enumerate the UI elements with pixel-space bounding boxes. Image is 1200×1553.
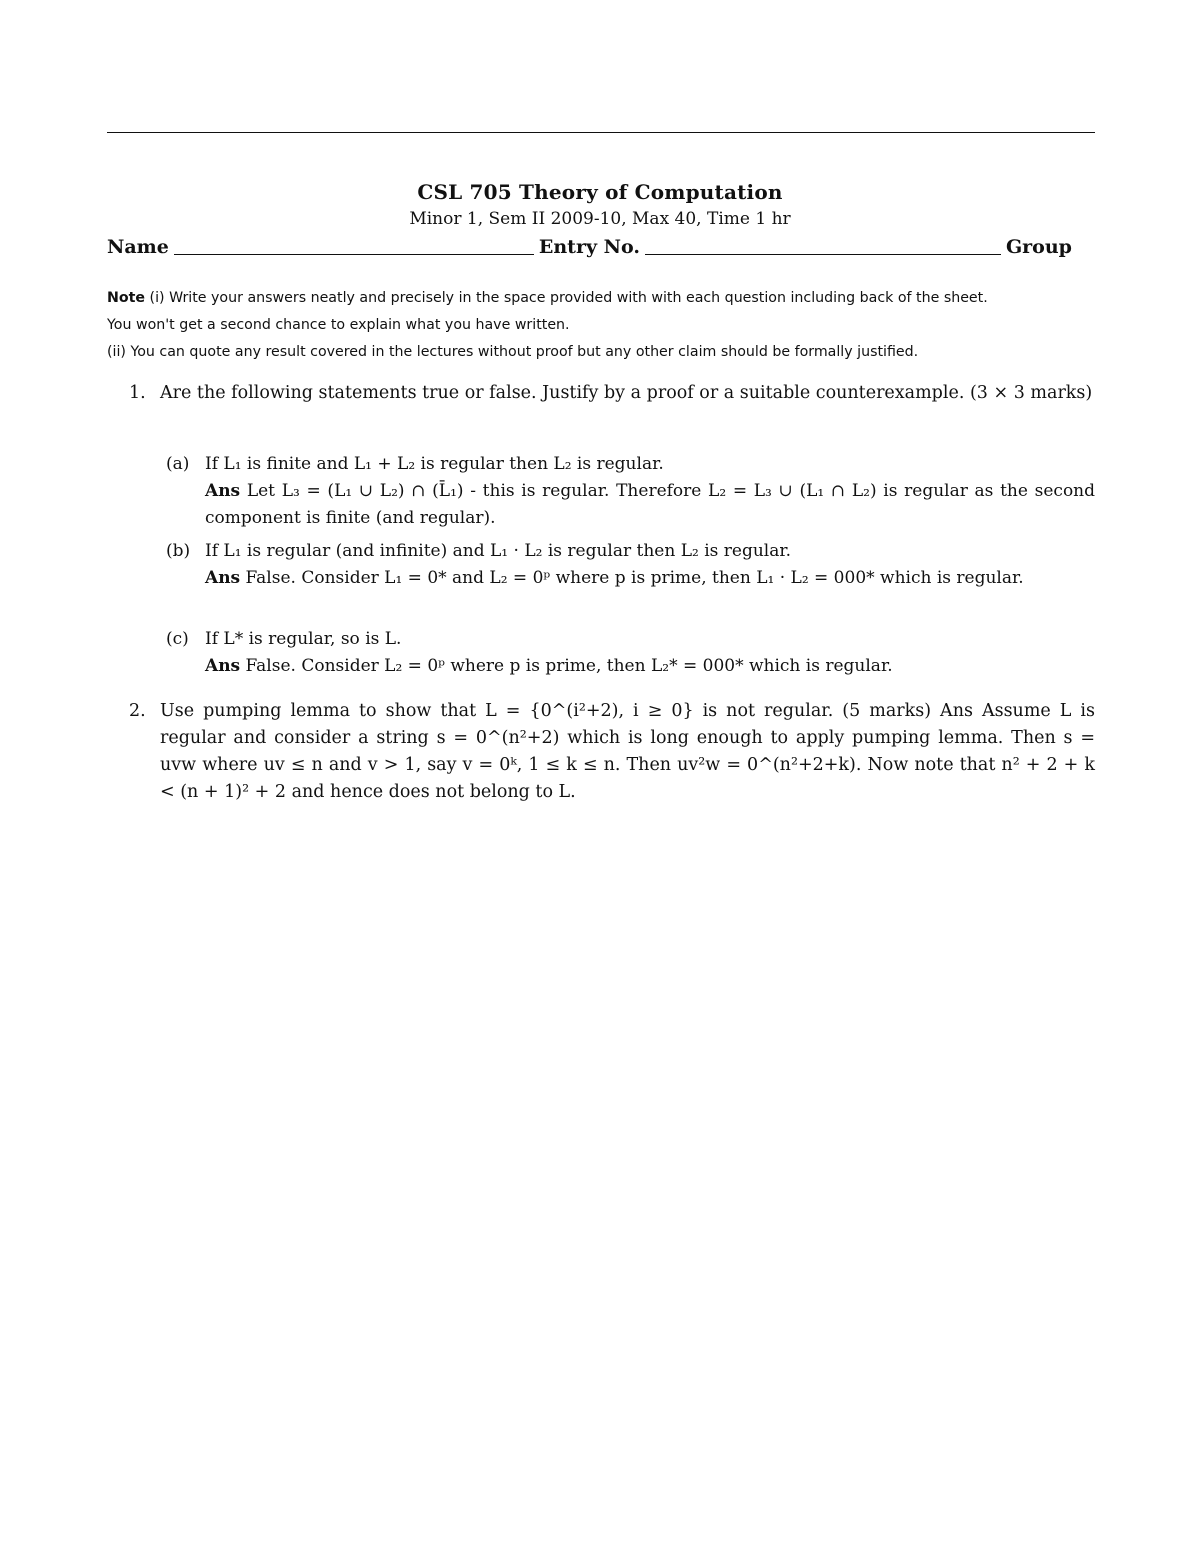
question-2 [107, 698, 1095, 806]
question-text: Are the following statements true or false. Justify by a proof or a suitable counterexample. (3 × 3 marks) [160, 383, 1093, 403]
exam-note [107, 285, 1097, 366]
question-number: 2. [129, 701, 146, 721]
exam-subtitle: Minor 1, Sem II 2009-10, Max 40, Time 1 hr [409, 209, 791, 229]
note-line-3: (ii) You can quote any result covered in the lectures without proof but any other claim should be formally justified. [107, 344, 919, 360]
name-field[interactable] [174, 236, 534, 255]
course-title: CSL 705 Theory of Computation [417, 180, 783, 204]
sub-label: (c) [166, 629, 189, 649]
student-id-line [107, 234, 1095, 258]
answer: Ans False. Consider L₁ = 0* and L₂ = 0ᵖ where p is prime, then L₁ · L₂ = 000* which is regular. [205, 568, 1024, 588]
entry-field[interactable] [645, 236, 1001, 255]
ans-label: Ans [205, 481, 241, 501]
sub-label: (a) [166, 454, 190, 474]
answer: Ans Let L₃ = (L₁ ∪ L₂) ∩ (L̄₁) - this is regular. Therefore L₂ = L₃ ∪ (L₁ ∩ L₂) is regular as the second component is finite (and regular). [205, 481, 1096, 528]
question-number: 1. [129, 383, 146, 403]
statement: If L₁ is regular (and infinite) and L₁ · L₂ is regular then L₂ is regular. [205, 541, 792, 561]
top-rule [107, 132, 1095, 133]
ans-label: Ans [205, 568, 241, 588]
entry-label: Entry No. [538, 236, 640, 258]
question-1 [107, 380, 1095, 407]
name-label: Name [107, 236, 169, 258]
note-label: Note [107, 290, 146, 306]
note-line-1: Note (i) Write your answers neatly and precisely in the space provided with with each question including back of the sheet. [107, 290, 988, 306]
note-line-2: You won't get a second chance to explain what you have written. [107, 317, 570, 333]
ans-label: Ans [205, 656, 241, 676]
question-1a [160, 451, 1095, 532]
question-1b [160, 538, 1095, 592]
sub-label: (b) [166, 541, 191, 561]
answer: Ans False. Consider L₂ = 0ᵖ where p is prime, then L₂* = 000* which is regular. [205, 656, 893, 676]
question-1c [160, 626, 1095, 680]
question-text: Use pumping lemma to show that L = {0^(i²+2), i ≥ 0} is not regular. (5 marks) Ans Assume L is regular and consider a string s = 0^(n²+2) which is long enough to apply pumping lemma. Then s = uvw where uv ≤ n and v > 1, say v = 0ᵏ, 1 ≤ k ≤ n. Then uv²w = 0^(n²+2+k). Now note that n² + 2 + k < (n + 1)² + 2 and hence does not belong to L. [160, 701, 1095, 802]
statement: If L* is regular, so is L. [205, 629, 402, 649]
statement: If L₁ is finite and L₁ + L₂ is regular then L₂ is regular. [205, 454, 664, 474]
group-label: Group [1005, 236, 1072, 258]
